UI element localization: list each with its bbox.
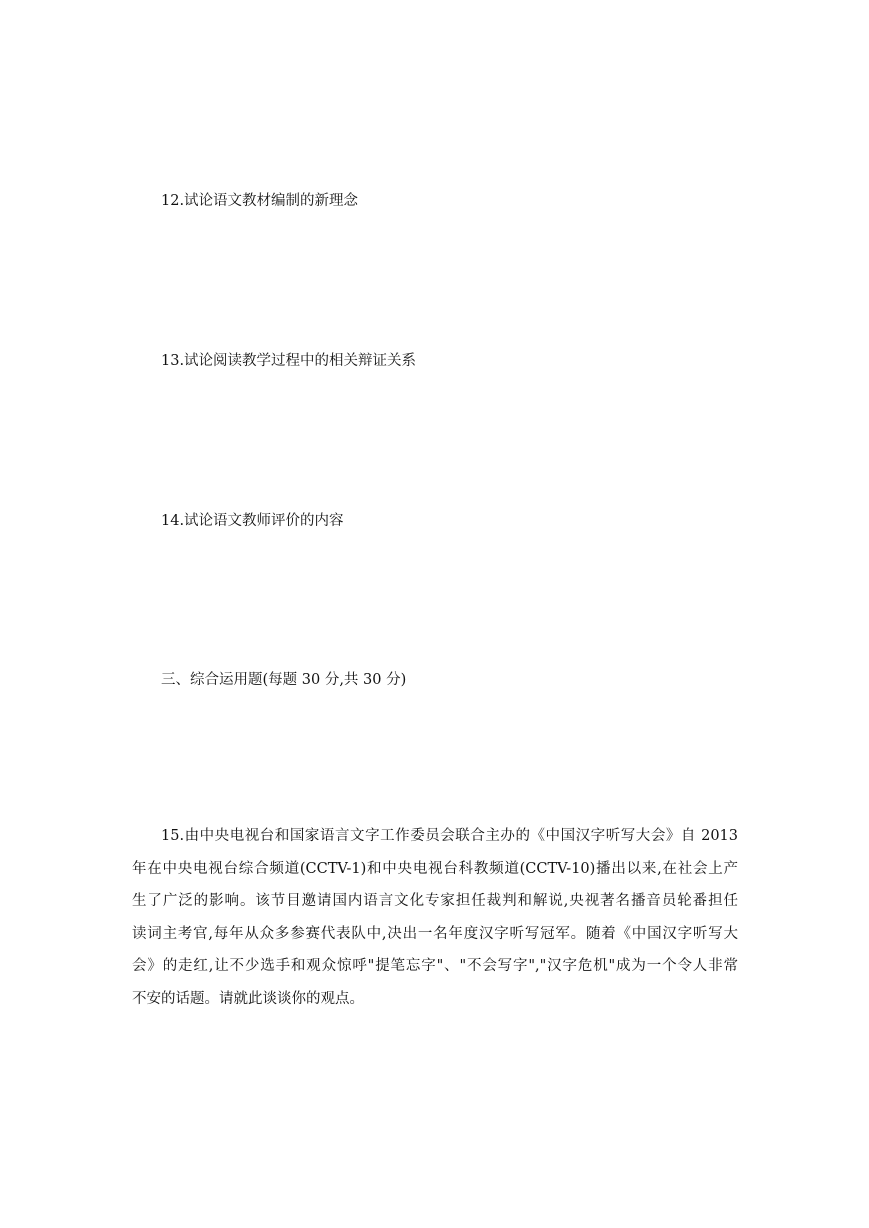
question-15-line: 年在中央电视台综合频道(CCTV-1)和中央电视台科教频道(CCTV-10)播出以来,在社会上产 [132,860,738,877]
question-12: 12.试论语文教材编制的新理念 [161,193,359,209]
question-15-line: 会》的走红,让不少选手和观众惊呼"提笔忘字"、"不会写字","汉字危机"成为一个令人非常 [132,958,738,975]
question-15-line: 15.由中央电视台和国家语言文字工作委员会联合主办的《中国汉字听写大会》自 2013 [161,828,738,844]
question-15-line: 读词主考官,每年从众多参赛代表队中,决出一名年度汉字听写冠军。随着《中国汉字听写大 [132,925,738,942]
question-15-line: 不安的话题。请就此谈谈你的观点。 [132,990,364,1007]
question-14: 14.试论语文教师评价的内容 [161,513,344,529]
question-15-line: 生了广泛的影响。该节目邀请国内语言文化专家担任裁判和解说,央视著名播音员轮番担任 [132,893,738,910]
section-3-heading: 三、综合运用题(每题 30 分,共 30 分) [161,672,407,688]
question-13: 13.试论阅读教学过程中的相关辩证关系 [161,353,417,369]
question-15 [132,826,738,1022]
